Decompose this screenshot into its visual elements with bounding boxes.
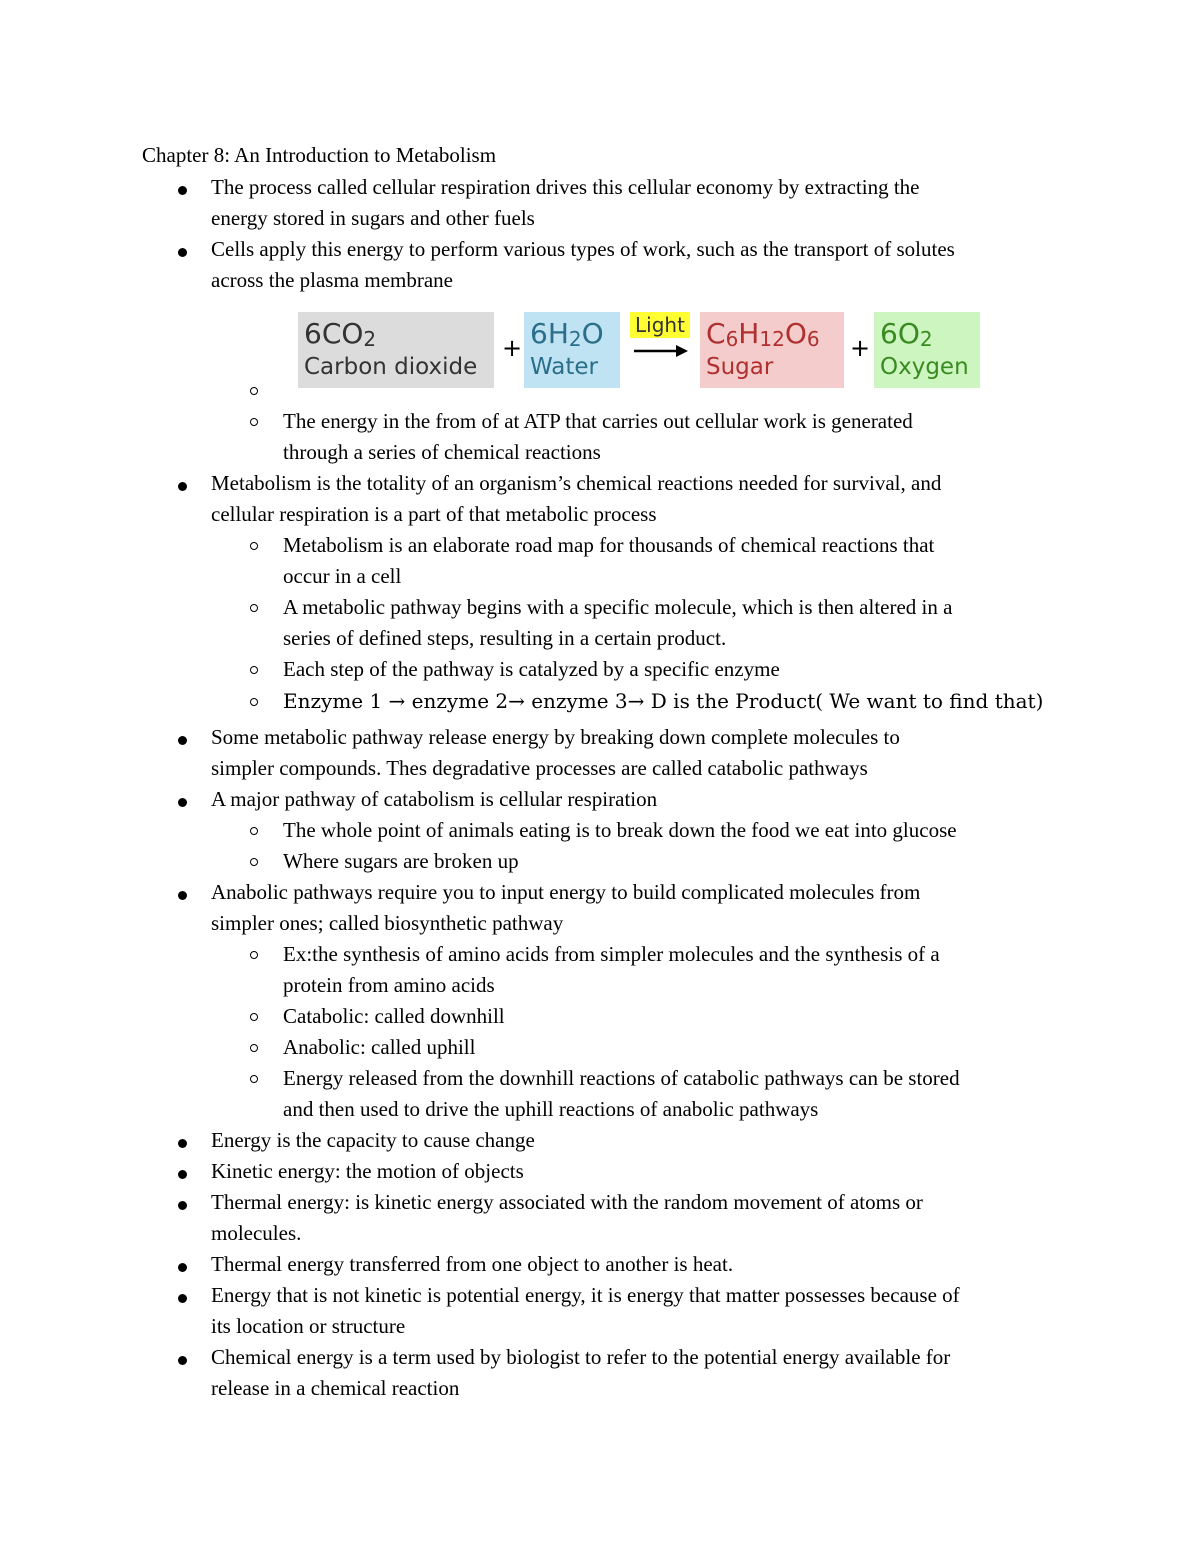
list-item-line: A major pathway of catabolism is cellular respiration xyxy=(211,787,658,811)
list-item-line: Anabolic: called uphill xyxy=(283,1035,476,1059)
formula: $6O_2$ xyxy=(880,317,933,351)
product-oxygen xyxy=(874,312,980,388)
list-item-line: series of defined steps, resulting in a certain product. xyxy=(283,626,727,650)
sub-bullet-icon xyxy=(250,1044,258,1052)
list-item-line: Thermal energy: is kinetic energy associated with the random movement of atoms or xyxy=(211,1190,923,1214)
bullet-icon xyxy=(178,186,187,195)
sub-bullet-icon xyxy=(250,951,258,959)
formula: $6H_2O$ xyxy=(530,317,604,351)
list-item-line: Chemical energy is a term used by biologist to refer to the potential energy available for xyxy=(211,1345,951,1369)
list-item-line: its location or structure xyxy=(211,1314,406,1338)
catalyst-label: Light xyxy=(630,312,690,338)
list-item-line: release in a chemical reaction xyxy=(211,1376,460,1400)
list-item-line: Thermal energy transferred from one object to another is heat. xyxy=(211,1252,734,1276)
sub-bullet-icon xyxy=(250,858,258,866)
list-item-line: Cells apply this energy to perform various types of work, such as the transport of solutes xyxy=(211,237,955,261)
list-item-line: Enzyme 1 → enzyme 2→ enzyme 3→ D is the Product( We want to find that) xyxy=(283,689,1044,713)
list-item-line: molecules. xyxy=(211,1221,302,1245)
list-item-line: The process called cellular respiration drives this cellular economy by extracting the xyxy=(211,175,920,199)
list-item-line: simpler compounds. Thes degradative processes are called catabolic pathways xyxy=(211,756,868,780)
list-item-line: through a series of chemical reactions xyxy=(283,440,601,464)
plus-sign: + xyxy=(850,334,871,362)
reactant-carbon-dioxide xyxy=(298,312,494,388)
bullet-icon xyxy=(178,1170,187,1179)
bullet-icon xyxy=(178,1201,187,1210)
bullet-icon xyxy=(178,1263,187,1272)
bullet-icon xyxy=(178,248,187,257)
list-item-line: Metabolism is an elaborate road map for thousands of chemical reactions that xyxy=(283,533,935,557)
bullet-icon xyxy=(178,798,187,807)
sub-bullet-icon xyxy=(250,666,258,674)
sub-bullet-icon xyxy=(250,827,258,835)
list-item-line: Ex:the synthesis of amino acids from simpler molecules and the synthesis of a xyxy=(283,942,940,966)
bullet-icon xyxy=(178,1139,187,1148)
list-item-line: simpler ones; called biosynthetic pathway xyxy=(211,911,564,935)
photosynthesis-equation-figure xyxy=(298,310,982,390)
page-title: Chapter 8: An Introduction to Metabolism xyxy=(142,143,497,167)
bullet-icon xyxy=(178,1356,187,1365)
plus-sign: + xyxy=(502,334,523,362)
list-item-line: across the plasma membrane xyxy=(211,268,453,292)
list-item-line: Energy is the capacity to cause change xyxy=(211,1128,535,1152)
sub-bullet-icon xyxy=(250,542,258,550)
reactant-water xyxy=(524,312,620,388)
list-item-line: cellular respiration is a part of that metabolic process xyxy=(211,502,657,526)
bullet-icon xyxy=(178,736,187,745)
list-item-line: Energy that is not kinetic is potential energy, it is energy that matter possesses because of xyxy=(211,1283,960,1307)
product-sugar xyxy=(700,312,844,388)
list-item-line: Kinetic energy: the motion of objects xyxy=(211,1159,524,1183)
bullet-icon xyxy=(178,482,187,491)
list-item-line: Some metabolic pathway release energy by breaking down complete molecules to xyxy=(211,725,900,749)
compound-name: Oxygen xyxy=(880,354,969,380)
list-item-line: The whole point of animals eating is to break down the food we eat into glucose xyxy=(283,818,957,842)
bullet-icon xyxy=(178,891,187,900)
sub-bullet-icon xyxy=(250,1013,258,1021)
list-item-line: Anabolic pathways require you to input energy to build complicated molecules from xyxy=(211,880,921,904)
compound-name: Water xyxy=(530,354,598,380)
reaction-arrow-icon xyxy=(632,340,690,362)
list-item-line: A metabolic pathway begins with a specific molecule, which is then altered in a xyxy=(283,595,953,619)
compound-name: Sugar xyxy=(706,354,774,380)
list-item-line: occur in a cell xyxy=(283,564,402,588)
list-item-line: Catabolic: called downhill xyxy=(283,1004,505,1028)
list-item-line: The energy in the from of at ATP that carries out cellular work is generated xyxy=(283,409,913,433)
sub-bullet-icon xyxy=(250,698,258,706)
list-item-line: Energy released from the downhill reactions of catabolic pathways can be stored xyxy=(283,1066,960,1090)
sub-bullet-icon xyxy=(250,418,258,426)
sub-bullet-icon xyxy=(250,1075,258,1083)
list-item-line: Each step of the pathway is catalyzed by a specific enzyme xyxy=(283,657,780,681)
bullet-icon xyxy=(178,1294,187,1303)
list-item-line: and then used to drive the uphill reactions of anabolic pathways xyxy=(283,1097,819,1121)
sub-bullet-icon xyxy=(250,604,258,612)
sub-bullet-icon xyxy=(250,387,258,395)
list-item-line: Where sugars are broken up xyxy=(283,849,519,873)
list-item-line: protein from amino acids xyxy=(283,973,495,997)
formula: $6CO_2$ xyxy=(304,317,377,351)
list-item-line: Metabolism is the totality of an organism’s chemical reactions needed for survival, and xyxy=(211,471,942,495)
list-item-line: energy stored in sugars and other fuels xyxy=(211,206,535,230)
compound-name: Carbon dioxide xyxy=(304,354,478,380)
formula: $C_6H_{12}O_6$ xyxy=(706,317,820,351)
